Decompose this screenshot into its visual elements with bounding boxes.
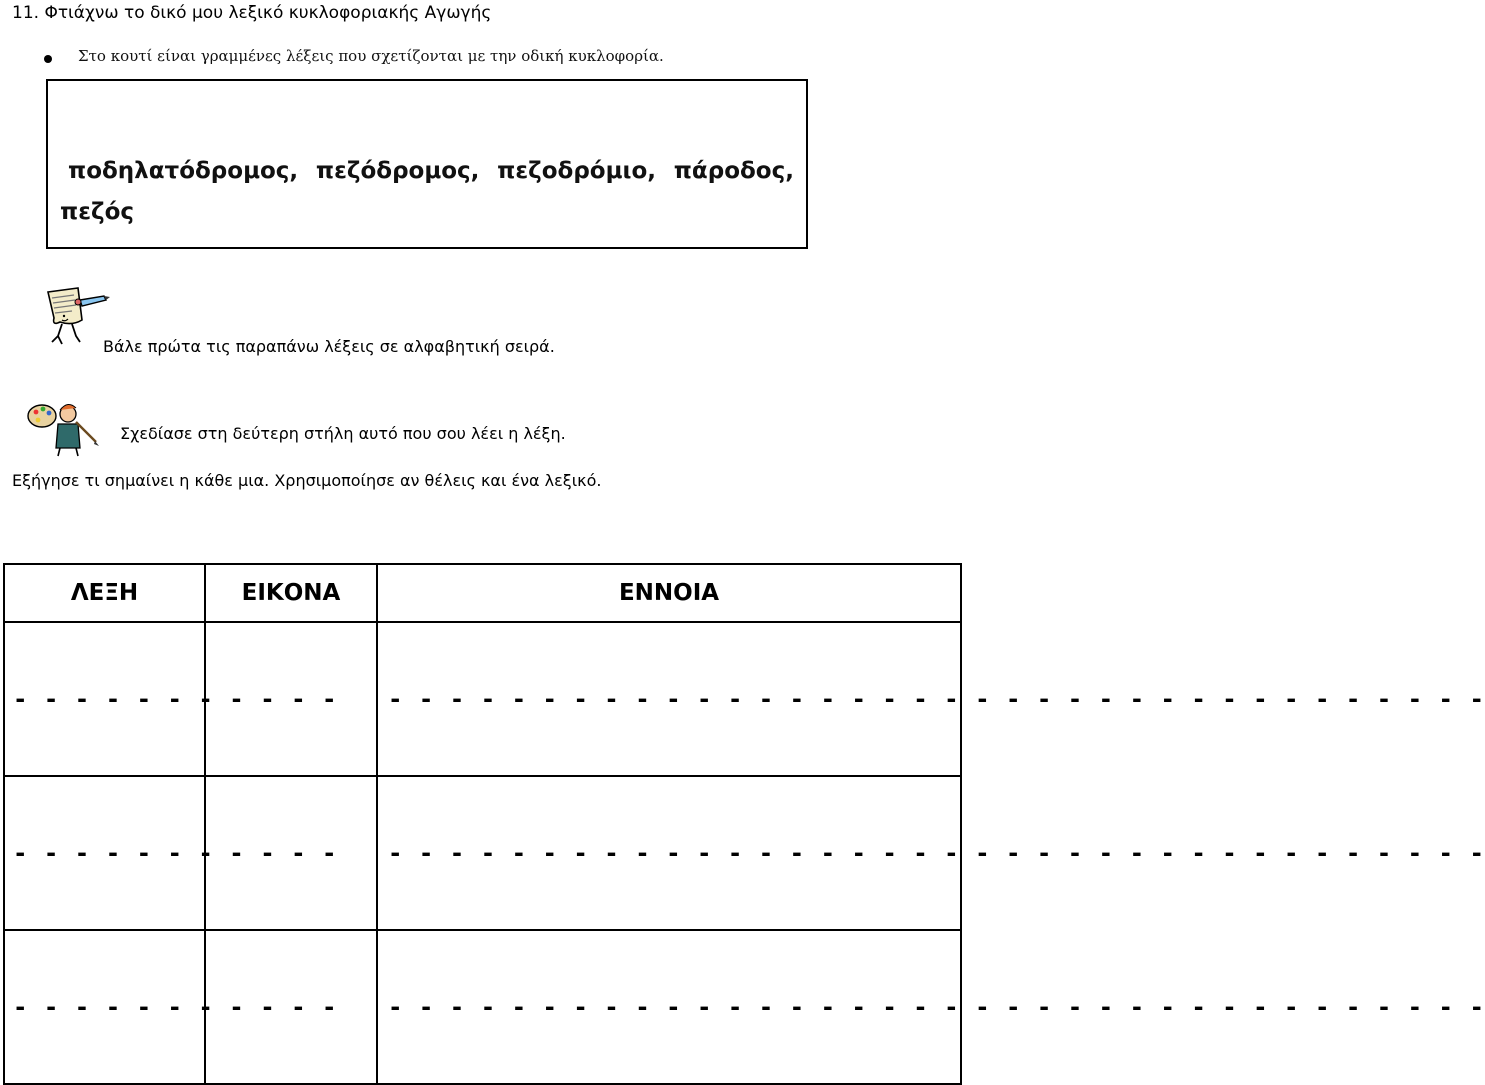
column-header-word: ΛΕΞΗ xyxy=(4,564,205,622)
table-header-row xyxy=(4,564,961,622)
word-cell[interactable] xyxy=(4,622,338,776)
page-heading: 11. Φτιάχνω το δικό μου λεξικό κυκλοφοριακής Αγωγής xyxy=(12,3,492,23)
word-blank: - - - - - - - - - - - xyxy=(13,993,338,1021)
bullet-point xyxy=(44,55,52,63)
word-list-line-1 xyxy=(60,151,794,192)
painter-palette-icon xyxy=(24,400,100,456)
dictionary-table xyxy=(3,563,1485,1085)
instruction-explain: Εξήγησε τι σημαίνει η κάθε μια. Χρησιμοποίησε αν θέλεις και ένα λεξικό. xyxy=(12,471,602,490)
column-header-image: ΕΙΚΟΝΑ xyxy=(205,564,377,622)
word-box xyxy=(46,79,808,249)
word-list-line-2 xyxy=(60,192,794,233)
word-item: πεζοδρόμιο, xyxy=(497,158,657,184)
word-cell[interactable] xyxy=(4,930,338,1084)
table-row xyxy=(4,776,961,930)
word-cell[interactable] xyxy=(4,776,338,930)
meaning-blank: - - - - - - - - - - - - - - - - - - - - - - - - - - - - - - - - - - - - xyxy=(388,839,1485,867)
meaning-blank: - - - - - - - - - - - - - - - - - - - - - - - - - - - - - - - - - - - - xyxy=(388,685,1485,713)
table-row xyxy=(4,930,961,1084)
word-item: πάροδος, xyxy=(673,158,794,184)
writing-paper-pencil-icon xyxy=(42,286,112,350)
column-header-meaning: ΕΝΝΟΙΑ xyxy=(377,564,961,622)
word-item: ποδηλατόδρομος, xyxy=(68,158,299,184)
bullet-text: Στο κουτί είναι γραμμένες λέξεις που σχετίζονται με την οδική κυκλοφορία. xyxy=(78,47,664,65)
meaning-cell[interactable] xyxy=(377,776,1485,930)
instruction-draw: Σχεδίασε στη δεύτερη στήλη αυτό που σου λέει η λέξη. xyxy=(120,424,566,443)
meaning-cell[interactable] xyxy=(377,930,1485,1084)
word-blank: - - - - - - - - - - - xyxy=(13,685,338,713)
meaning-cell[interactable] xyxy=(377,622,1485,776)
table-row xyxy=(4,622,961,776)
instruction-alphabetical: Βάλε πρώτα τις παραπάνω λέξεις σε αλφαβητική σειρά. xyxy=(103,337,555,356)
word-blank: - - - - - - - - - - - xyxy=(13,839,338,867)
word-item: πεζόδρομος, xyxy=(315,158,480,184)
word-list xyxy=(60,151,794,233)
word-item: πεζός xyxy=(60,199,135,225)
meaning-blank: - - - - - - - - - - - - - - - - - - - - - - - - - - - - - - - - - - - - xyxy=(388,993,1485,1021)
